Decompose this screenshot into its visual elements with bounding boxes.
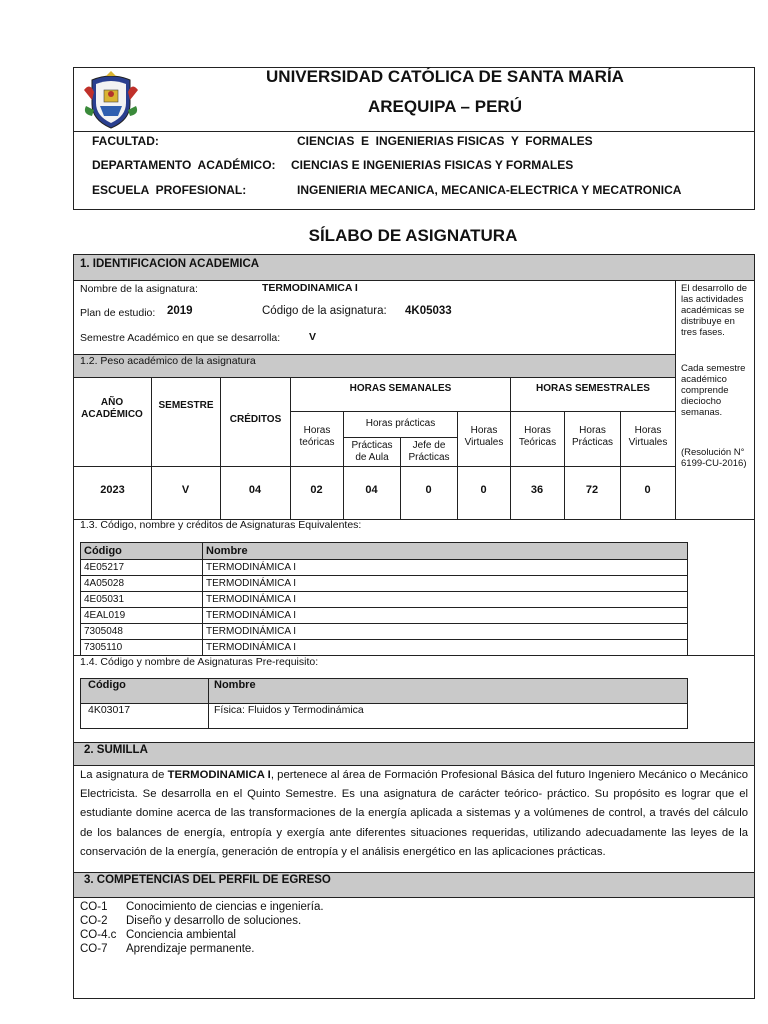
side-note-fases: El desarrollo de las actividades académicas se distribuye en tres fases. [681,283,748,338]
prereq-code: 4K03017 [88,704,131,716]
competencia-code: CO-1 [80,901,108,913]
list-item [80,914,301,928]
equiv-name: TERMODINÁMICA I [203,576,688,592]
table-row [81,576,688,592]
equiv-code: 4E05217 [81,560,203,576]
table-row [81,624,688,640]
peso-title: 1.2. Peso académico de la asignatura [80,355,256,367]
val-anio: 2023 [100,484,125,496]
semestre-value: V [309,331,317,343]
val-virtuales: 0 [480,484,487,496]
equiv-name: TERMODINÁMICA I [203,640,688,656]
section-2-header [74,742,754,766]
escuela-value: INGENIERIA MECANICA, MECANICA-ELECTRICA Y MECATRONICA [297,183,682,197]
val-sem-virtuales: 0 [644,484,651,496]
prereq-header-row [80,678,688,703]
sumilla-paragraph [80,766,748,862]
table-row [81,592,688,608]
val-aula: 04 [365,484,378,496]
university-name: UNIVERSIDAD CATÓLICA DE SANTA MARÍA [266,67,624,86]
col-jefe-practicas: Jefe de Prácticas [408,440,450,463]
competencia-code: CO-2 [80,915,108,927]
equiv-table [80,542,688,656]
facultad-label: FACULTAD: [92,134,159,148]
equiv-title: 1.3. Código, nombre y créditos de Asignaturas Equivalentes: [80,519,362,531]
nombre-value: TERMODINAMICA I [262,282,358,294]
nombre-label: Nombre de la asignatura: [80,283,198,295]
equiv-name: TERMODINÁMICA I [203,592,688,608]
list-item [80,928,236,942]
table-row [81,608,688,624]
competencia-text: Conciencia ambiental [126,929,236,941]
col-horas-semanales: HORAS SEMANALES [349,383,452,394]
facultad-value: CIENCIAS E INGENIERIAS FISICAS Y FORMALES [297,134,593,148]
table-row [81,560,688,576]
competencia-text: Aprendizaje permanente. [126,943,255,955]
sumilla-course-name: TERMODINAMICA I [167,769,271,781]
table-row [81,640,688,656]
semestre-label: Semestre Académico en que se desarrolla: [80,332,281,344]
depto-label: DEPARTAMENTO ACADÉMICO: [92,158,276,172]
col-horas-practicas: Horas prácticas [365,418,436,429]
prereq-header-nombre: Nombre [214,679,256,691]
section-2-title: 2. SUMILLA [84,744,148,756]
competencia-text: Diseño y desarrollo de soluciones. [126,915,302,927]
equiv-name: TERMODINÁMICA I [203,624,688,640]
escuela-label: ESCUELA PROFESIONAL: [92,183,247,197]
codigo-label: Código de la asignatura: [262,305,387,317]
val-jefe: 0 [425,484,432,496]
equiv-header-codigo: Código [81,543,203,560]
col-horas-virtuales: Horas Virtuales [464,425,504,448]
col-sem-practicas: Horas Prácticas [571,425,614,448]
university-crest-icon [80,70,142,132]
competencia-code: CO-7 [80,943,108,955]
val-teoricas: 02 [310,484,323,496]
equiv-code: 4A05028 [81,576,203,592]
val-creditos: 04 [248,484,262,496]
col-horas-semestrales: HORAS SEMESTRALES [536,383,650,394]
equiv-code: 7305048 [81,624,203,640]
section-1-title: 1. IDENTIFICACION ACADEMICA [80,258,260,270]
col-horas-teoricas: Horas teóricas [299,425,335,448]
col-sem-virtuales: Horas Virtuales [628,425,668,448]
side-note-resolucion: (Resolución N° 6199-CU-2016) [681,447,747,469]
col-anio: AÑO ACADÉMICO [81,397,143,420]
page-title: SÍLABO DE ASIGNATURA [308,226,518,245]
prereq-title: 1.4. Código y nombre de Asignaturas Pre-requisito: [80,656,319,668]
col-sem-teoricas: Horas Teóricas [518,425,557,448]
plan-value: 2019 [167,305,193,317]
sumilla-text-start: La asignatura de [80,769,168,781]
prereq-name: Física: Fluidos y Termodinámica [214,704,364,716]
prereq-header-codigo: Código [88,679,126,691]
val-sem-practicas: 72 [585,484,599,496]
col-practicas-aula: Prácticas de Aula [351,440,393,463]
equiv-name: TERMODINÁMICA I [203,608,688,624]
col-creditos: CRÉDITOS [229,414,282,425]
val-semestre: V [181,484,190,496]
equiv-code: 4EAL019 [81,608,203,624]
equiv-code: 7305110 [81,640,203,656]
prereq-body-row [80,703,688,729]
list-item [80,900,324,914]
university-city: AREQUIPA – PERÚ [368,97,522,116]
col-semestre: SEMESTRE [158,400,214,411]
plan-label: Plan de estudio: [80,307,156,319]
competencia-code: CO-4.c [80,929,117,941]
codigo-value: 4K05033 [405,305,452,317]
section-3-title: 3. COMPETENCIAS DEL PERFIL DE EGRESO [84,874,331,886]
equiv-name: TERMODINÁMICA I [203,560,688,576]
competencia-text: Conocimiento de ciencias e ingeniería. [126,901,324,913]
sumilla-text-rest: , pertenece al área de Formación Profesional Básica del futuro Ingeniero Mecánico o Mecánico Electricista. Se desarrolla en el Quinto Semestre. Es una asignatura de carácter teórico- práctico. Su propósito es lograr que el estudiante domine acerca de las transformaciones de la energía aplicada a sistemas y a volúmenes de control, a través del cálculo de los balances de energía, entropía y exergía ante diferentes situaciones requeridas, utilizando adecuadamente las leyes de la conservación de la energía, generación de entropía y el análisis energético en las aplicaciones prácticas. [80,769,748,858]
equiv-header-nombre: Nombre [203,543,688,560]
equiv-code: 4E05031 [81,592,203,608]
list-item [80,942,255,956]
val-sem-teoricas: 36 [530,484,544,496]
side-note-semanas: Cada semestre académico comprende dieciocho semanas. [681,363,746,418]
depto-value: CIENCIAS E INGENIERIAS FISICAS Y FORMALES [291,158,574,172]
